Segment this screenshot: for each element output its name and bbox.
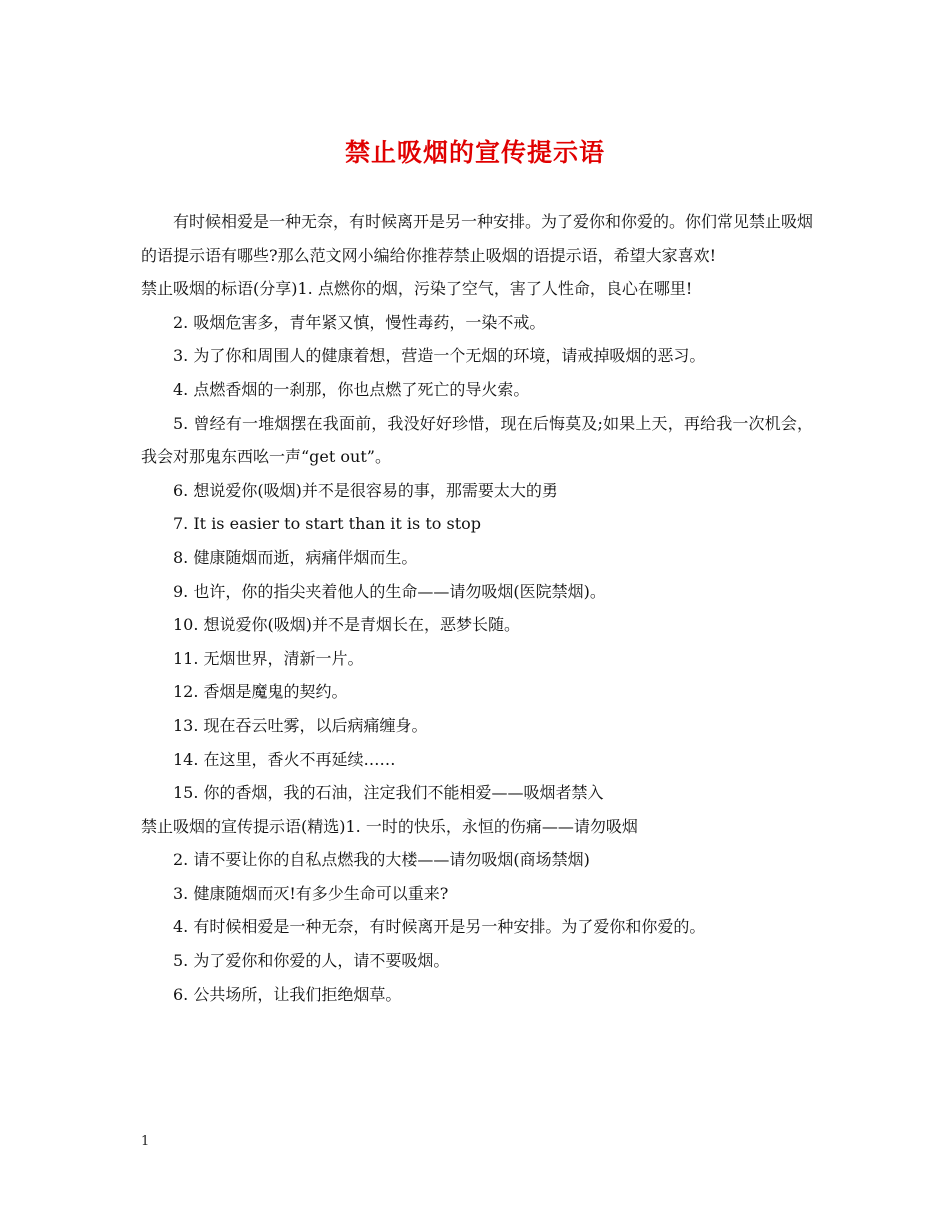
section-2-item-1: 1. 一时的快乐，永恒的伤痛——请勿吸烟 <box>345 816 638 836</box>
section-1-item-13: 13. 现在吞云吐雾，以后病痛缠身。 <box>173 715 428 735</box>
section-2-heading: 禁止吸烟的宣传提示语(精选) <box>141 816 346 836</box>
section-1-item-8: 8. 健康随烟而逝，病痛伴烟而生。 <box>173 547 418 567</box>
section-1-item-12: 12. 香烟是魔鬼的契约。 <box>173 682 348 702</box>
section-1-item-5: 5. 曾经有一堆烟摆在我面前，我没好好珍惜，现在后悔莫及;如果上天，再给我一次机会，我会对那鬼东西吆一声“get out”。 <box>141 413 813 467</box>
section-1-item-9: 9. 也许，你的指尖夹着他人的生命——请勿吸烟(医院禁烟)。 <box>173 581 606 601</box>
section-2-item-6: 6. 公共场所，让我们拒绝烟草。 <box>173 984 402 1004</box>
section-2-item-5: 5. 为了爱你和你爱的人，请不要吸烟。 <box>173 951 450 971</box>
section-1-item-14: 14. 在这里，香火不再延续…… <box>173 749 396 769</box>
section-2-first-line <box>141 810 813 844</box>
document-body <box>141 205 813 1011</box>
section-2-item-4: 4. 有时候相爱是一种无奈，有时候离开是另一种安排。为了爱你和你爱的。 <box>173 917 706 937</box>
section-1-item-4: 4. 点燃香烟的一刹那，你也点燃了死亡的导火索。 <box>173 379 530 399</box>
section-2-item-2: 2. 请不要让你的自私点燃我的大楼——请勿吸烟(商场禁烟) <box>173 850 590 870</box>
section-1-item-3: 3. 为了你和周围人的健康着想，营造一个无烟的环境，请戒掉吸烟的恶习。 <box>173 346 706 366</box>
section-1-item-2: 2. 吸烟危害多，青年紧又慎，慢性毒药，一染不戒。 <box>173 312 546 332</box>
section-1-item-10: 10. 想说爱你(吸烟)并不是青烟长在，恶梦长随。 <box>173 615 521 635</box>
page-number: 1 <box>141 1134 150 1149</box>
intro-paragraph: 有时候相爱是一种无奈，有时候离开是另一种安排。为了爱你和你爱的。你们常见禁止吸烟的语提示语有哪些?那么范文网小编给你推荐禁止吸烟的语提示语，希望大家喜欢! <box>141 212 814 265</box>
section-1-heading: 禁止吸烟的标语(分享) <box>141 279 298 299</box>
section-1-item-7: 7. It is easier to start than it is to stop <box>173 514 482 534</box>
section-1-item-15: 15. 你的香烟，我的石油，注定我们不能相爱——吸烟者禁入 <box>173 783 604 803</box>
section-1-item-1: 1. 点燃你的烟，污染了空气，害了人性命，良心在哪里! <box>297 279 693 299</box>
section-1-item-6: 6. 想说爱你(吸烟)并不是很容易的事，那需要太大的勇 <box>173 480 558 500</box>
section-2-item-3: 3. 健康随烟而灭!有多少生命可以重来? <box>173 883 449 903</box>
section-1-first-line <box>141 272 813 306</box>
document-title: 禁止吸烟的宣传提示语 <box>344 138 605 167</box>
section-1-item-11: 11. 无烟世界，清新一片。 <box>173 648 364 668</box>
